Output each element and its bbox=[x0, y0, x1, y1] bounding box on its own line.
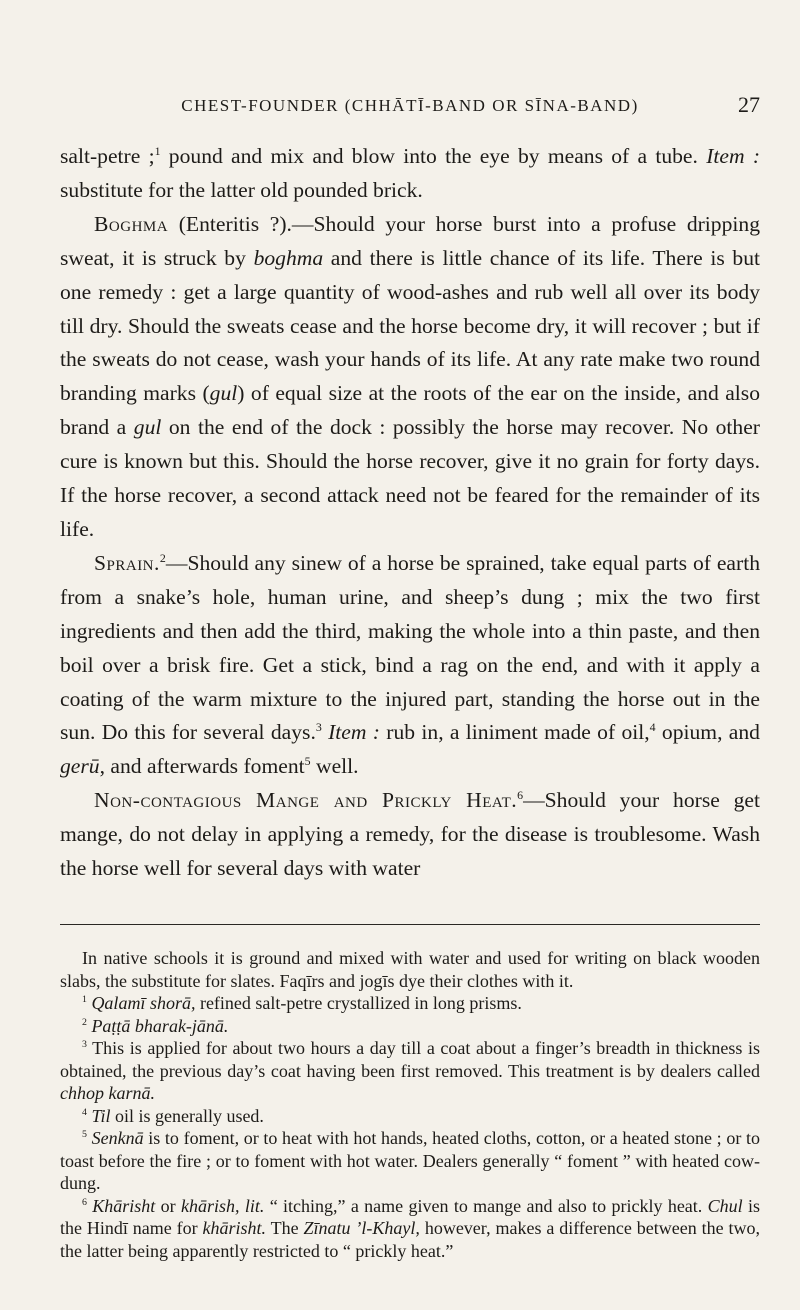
italic-term: boghma bbox=[253, 245, 324, 270]
text-run: rub in, a liniment made of oil, bbox=[379, 720, 650, 745]
footnote-continued: In native schools it is ground and mixed with water and used for writing on black wooden slabs, the substitute for slates. Faqīrs and jogīs dye their clothes with it. bbox=[60, 948, 760, 991]
text-run: —Should your horse get mange, do not delay in applying a remedy, for the disease is troublesome. Wash the horse well for several days with water bbox=[60, 788, 760, 881]
footnote-6 bbox=[60, 1195, 760, 1263]
paragraph-salt-petre bbox=[60, 140, 760, 208]
italic-term: Chul bbox=[707, 1195, 743, 1216]
italic-term: gul bbox=[133, 415, 162, 440]
paragraph-sprain bbox=[60, 547, 760, 784]
item-label: Item : bbox=[706, 144, 761, 168]
text-run: or bbox=[155, 1195, 181, 1216]
footnote-number: 4 bbox=[82, 1106, 87, 1118]
italic-term: Zīnatu ’l-Khayl, bbox=[303, 1218, 420, 1238]
page-header bbox=[60, 92, 760, 122]
footnote-5 bbox=[60, 1127, 760, 1195]
italic-term: Til bbox=[91, 1105, 111, 1126]
footnote-rule bbox=[60, 924, 760, 925]
paragraph-mange bbox=[60, 784, 760, 886]
text-run: salt-petre ; bbox=[60, 144, 155, 168]
section-term-mange: Non-contagious Mange and Prickly Heat. bbox=[94, 788, 518, 813]
item-label: Item : bbox=[328, 720, 380, 745]
text-run: This is applied for about two hours a day till a coat about a finger’s breadth in thickness is obtained, the previous day’s coat having been first removed. This treatment is by dealers called bbox=[60, 1038, 760, 1081]
footnote-ref: 6 bbox=[517, 788, 524, 803]
text-run: ) of equal size at the roots of the ear on the inside, and also brand a bbox=[60, 381, 760, 440]
footnote-ref: 1 bbox=[154, 143, 161, 158]
text-run: well. bbox=[310, 754, 359, 779]
paragraph-boghma bbox=[60, 208, 760, 547]
italic-term: khārisht. bbox=[202, 1218, 267, 1238]
footnote-2 bbox=[60, 1015, 760, 1038]
text-run: and there is little chance of its life. There is but one remedy : get a large quantity of wood-ashes and rub well all over its body till dry. Should the sweats cease and the horse become dry, it will recover ; but if the sweats do not cease, wash your hands of its life. At any rate make two round branding marks ( bbox=[60, 245, 760, 406]
italic-term: gul bbox=[209, 381, 238, 406]
text-run: substitute for the latter old pounded brick. bbox=[60, 177, 423, 202]
footnote-1 bbox=[60, 992, 760, 1015]
footnote-ref: 4 bbox=[649, 720, 656, 735]
italic-term: Khārisht bbox=[92, 1195, 156, 1216]
footnote-number: 5 bbox=[82, 1129, 87, 1140]
body-text bbox=[60, 140, 760, 886]
section-term-boghma: Boghma bbox=[94, 211, 169, 236]
footnote-number: 2 bbox=[82, 1016, 87, 1028]
footnote-number: 6 bbox=[82, 1196, 87, 1208]
italic-term: khārish, bbox=[181, 1195, 240, 1216]
running-head: CHEST-FOUNDER (CHHĀTĪ-BAND OR SĪNA-BAND) bbox=[181, 96, 639, 115]
text-run: however, makes a difference between the two, the latter being apparently restricted to “ prickly heat.” bbox=[60, 1218, 760, 1261]
text-run: The bbox=[266, 1218, 304, 1238]
page-number: 27 bbox=[738, 92, 760, 117]
italic-term: chhop karnā. bbox=[60, 1083, 155, 1103]
italic-term: lit. bbox=[244, 1195, 265, 1216]
text-run: pound and mix and blow into the eye by means of a tube. bbox=[160, 144, 707, 168]
italic-term: gerū bbox=[60, 754, 100, 779]
text-run: “ itching,” a name given to mange and also to prickly heat. bbox=[264, 1195, 708, 1216]
text-run: on the end of the dock : possibly the horse may recover. No other cure is known but this. Should the horse recover, give it no grain for forty days. If the horse recover, a second attack need not be feared for the remainder of its life. bbox=[60, 415, 760, 541]
text-run: refined salt-petre crystallized in long prisms. bbox=[195, 993, 522, 1013]
text-run: —Should any sinew of a horse be sprained, take equal parts of earth from a snake’s hole, human urine, and sheep’s dung ; mix the two first ingredients and then add the third, making the whole into a thin paste, and then boil over a brisk fire. Get a stick, bind a rag on the end, and with it apply a coating of the warm mixture to the injured part, standing the horse out in the sun. Do this for several days. bbox=[60, 550, 760, 745]
italic-term: Qalamī shorā, bbox=[91, 993, 196, 1013]
text-run: (Enteritis ?).—Should your horse burst into a profuse dripping sweat, it is struck by bbox=[60, 211, 760, 270]
text-run: is the Hindī name for bbox=[60, 1195, 761, 1238]
italic-term: Paṭṭā bharak-jānā. bbox=[91, 1015, 229, 1036]
text-run: opium, and bbox=[655, 720, 760, 745]
text-run: is to foment, or to heat with hot hands, heated cloths, cotton, or a heated stone ; or to toast before the fire ; or to foment with hot water. Dealers generally “ foment ” with heated cow-dung. bbox=[60, 1128, 760, 1193]
text-run: oil is generally used. bbox=[110, 1105, 264, 1126]
footnote-number: 3 bbox=[82, 1039, 87, 1050]
footnotes bbox=[60, 947, 760, 1262]
footnote-number: 1 bbox=[82, 994, 87, 1005]
footnote-ref: 3 bbox=[315, 720, 322, 735]
section-term-sprain: Sprain. bbox=[94, 550, 160, 575]
footnote-ref: 2 bbox=[159, 550, 166, 565]
footnote-ref: 5 bbox=[304, 754, 311, 769]
footnote-3 bbox=[60, 1037, 760, 1105]
text-run: , and afterwards foment bbox=[99, 754, 305, 779]
italic-term: Senknā bbox=[91, 1128, 144, 1148]
footnote-4 bbox=[60, 1105, 760, 1128]
